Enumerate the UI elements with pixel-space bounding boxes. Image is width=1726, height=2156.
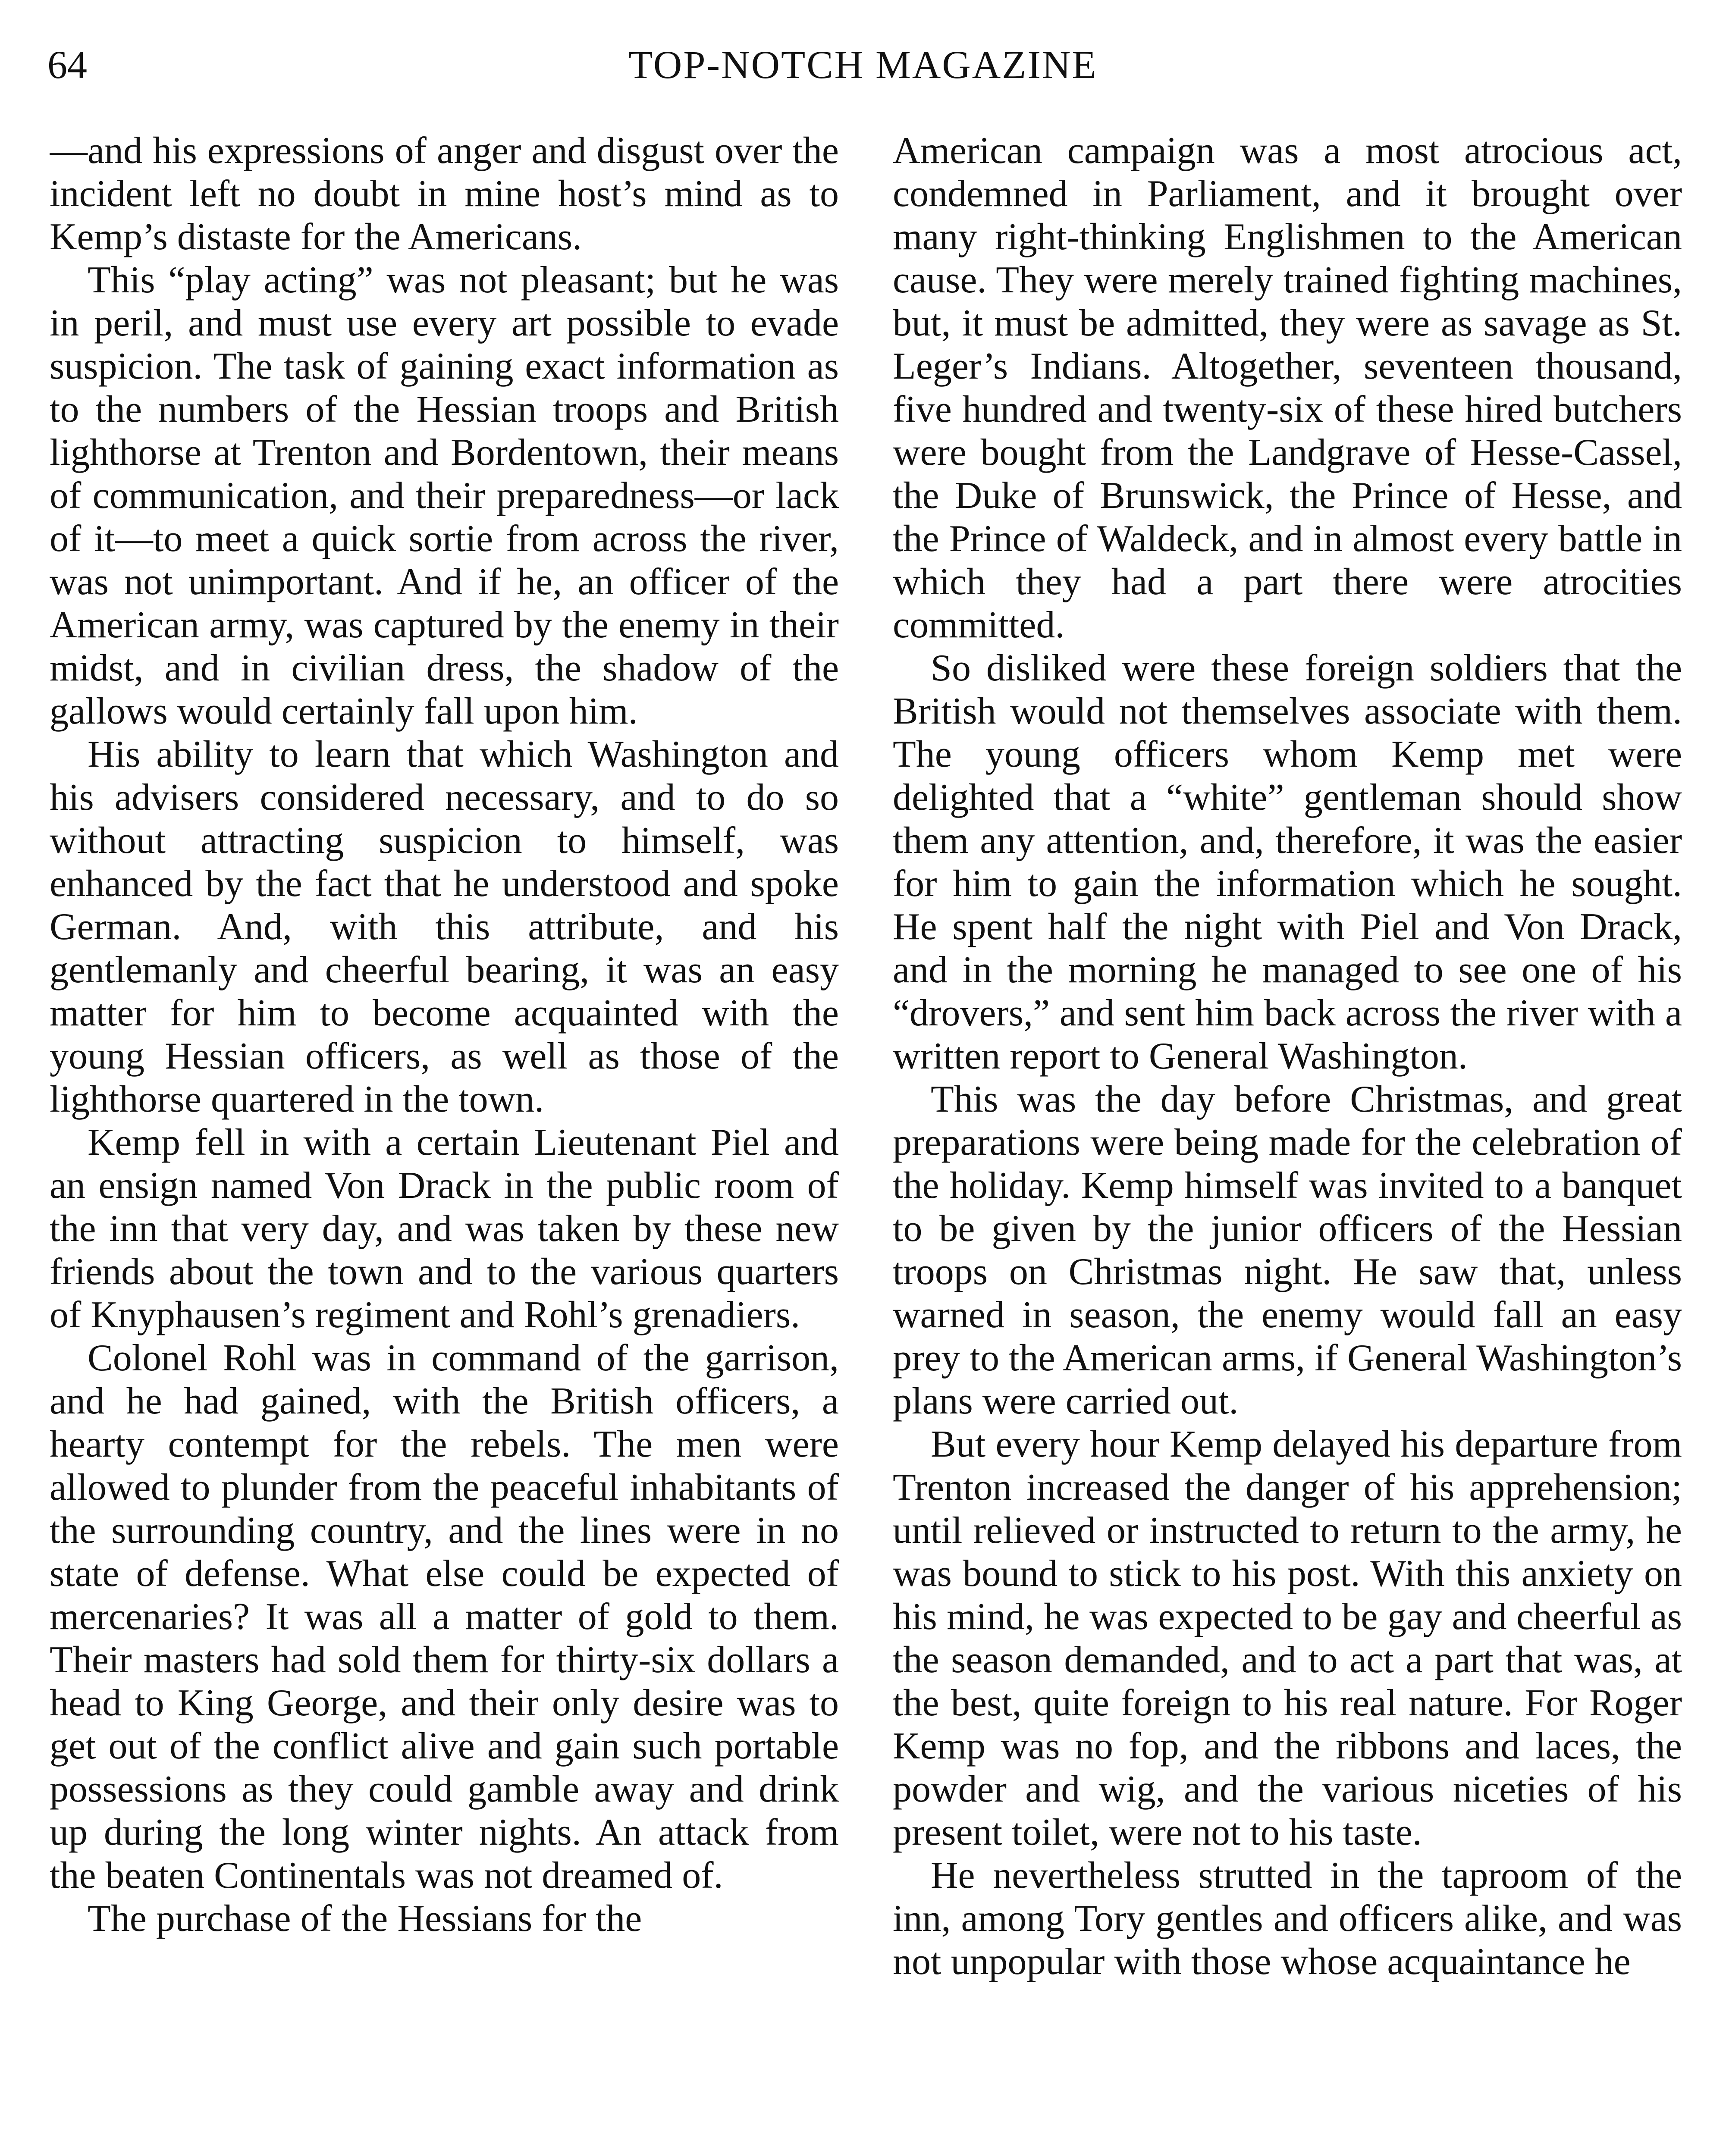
- paragraph: This was the day before Christmas, and great preparations were being made for the celebration of the holiday. Kemp himself was invited to a banquet to be given by the junior officers of the Hessian troops on Christmas night. He saw that, unless warned in season, the enemy would fall an easy prey to the American arms, if General Washington’s plans were carried out.: [893, 1078, 1682, 1422]
- paragraph: —and his expressions of anger and disgust over the incident left no doubt in mine host’s mind as to Kemp’s distaste for the Americans.: [50, 130, 839, 258]
- paragraph: So disliked were these foreign soldiers that the British would not themselves associate with them. The young officers whom Kemp met were delighted that a “white” gentleman should show them any attention, and, therefore, it was the easier for him to gain the information which he sought. He spent half the night with Piel and Von Drack, and in the morning he managed to see one of his “drovers,” and sent him back across the river with a written report to General Washington.: [893, 647, 1682, 1077]
- paragraph: Kemp fell in with a certain Lieutenant Piel and an ensign named Von Drack in the public room of the inn that very day, and was taken by these new friends about the town and to the various quarters of Knyphausen’s regiment and Rohl’s grenadiers.: [50, 1122, 839, 1336]
- paragraph: This “play acting” was not pleasant; but he was in peril, and must use every art possible to evade suspicion. The task of gaining exact information as to the numbers of the Hessian troops and British lighthorse at Trenton and Bordentown, their means of communication, and their preparedness—or lack of it—to meet a quick sortie from across the river, was not unimportant. And if he, an officer of the American army, was captured by the enemy in their midst, and in civilian dress, the shadow of the gallows would certainly fall upon him.: [50, 259, 839, 732]
- paragraph: Colonel Rohl was in command of the garrison, and he had gained, with the British officers, a hearty contempt for the rebels. The men were allowed to plunder from the peaceful inhabitants of the surrounding country, and the lines were in no state of defense. What else could be expected of mercenaries? It was all a matter of gold to them. Their masters had sold them for thirty-six dollars a head to King George, and their only desire was to get out of the conflict alive and gain such portable possessions as they could gamble away and drink up during the long winter nights. An attack from the beaten Continentals was not dreamed of.: [50, 1337, 839, 1896]
- running-title: TOP-NOTCH MAGAZINE: [628, 43, 1098, 87]
- left-column: [50, 129, 839, 2156]
- paragraph: American campaign was a most atrocious act, condemned in Parliament, and it brought over many right-thinking Englishmen to the American cause. They were merely trained fighting machines, but, it must be admitted, they were as savage as St. Leger’s Indians. Altogether, seventeen thousand, five hundred and twenty-six of these hired butchers were bought from the Landgrave of Hesse-Cassel, the Duke of Brunswick, the Prince of Hesse, and the Prince of Waldeck, and in almost every battle in which they had a part there were atrocities committed.: [893, 130, 1682, 646]
- paragraph: His ability to learn that which Washington and his advisers considered necessary, and to do so without attracting suspicion to himself, was enhanced by the fact that he understood and spoke German. And, with this attribute, and his gentlemanly and cheerful bearing, it was an easy matter for him to become acquainted with the young Hessian officers, as well as those of the lighthorse quartered in the town.: [50, 733, 839, 1120]
- page-header: [0, 34, 1726, 95]
- paragraph: He nevertheless strutted in the taproom of the inn, among Tory gentles and officers alike, and was not unpopular with those whose acquaintance he: [893, 1855, 1682, 1983]
- page-number: 64: [47, 43, 87, 87]
- right-column: [893, 129, 1682, 2156]
- paragraph: But every hour Kemp delayed his departure from Trenton increased the danger of his apprehension; until relieved or instructed to return to the army, he was bound to stick to his post. With this anxiety on his mind, he was expected to be gay and cheerful as the season demanded, and to act a part that was, at the best, quite foreign to his real nature. For Roger Kemp was no fop, and the ribbons and laces, the powder and wig, and the various niceties of his present toilet, were not to his taste.: [893, 1423, 1682, 1853]
- paragraph: The purchase of the Hessians for the: [88, 1898, 642, 1940]
